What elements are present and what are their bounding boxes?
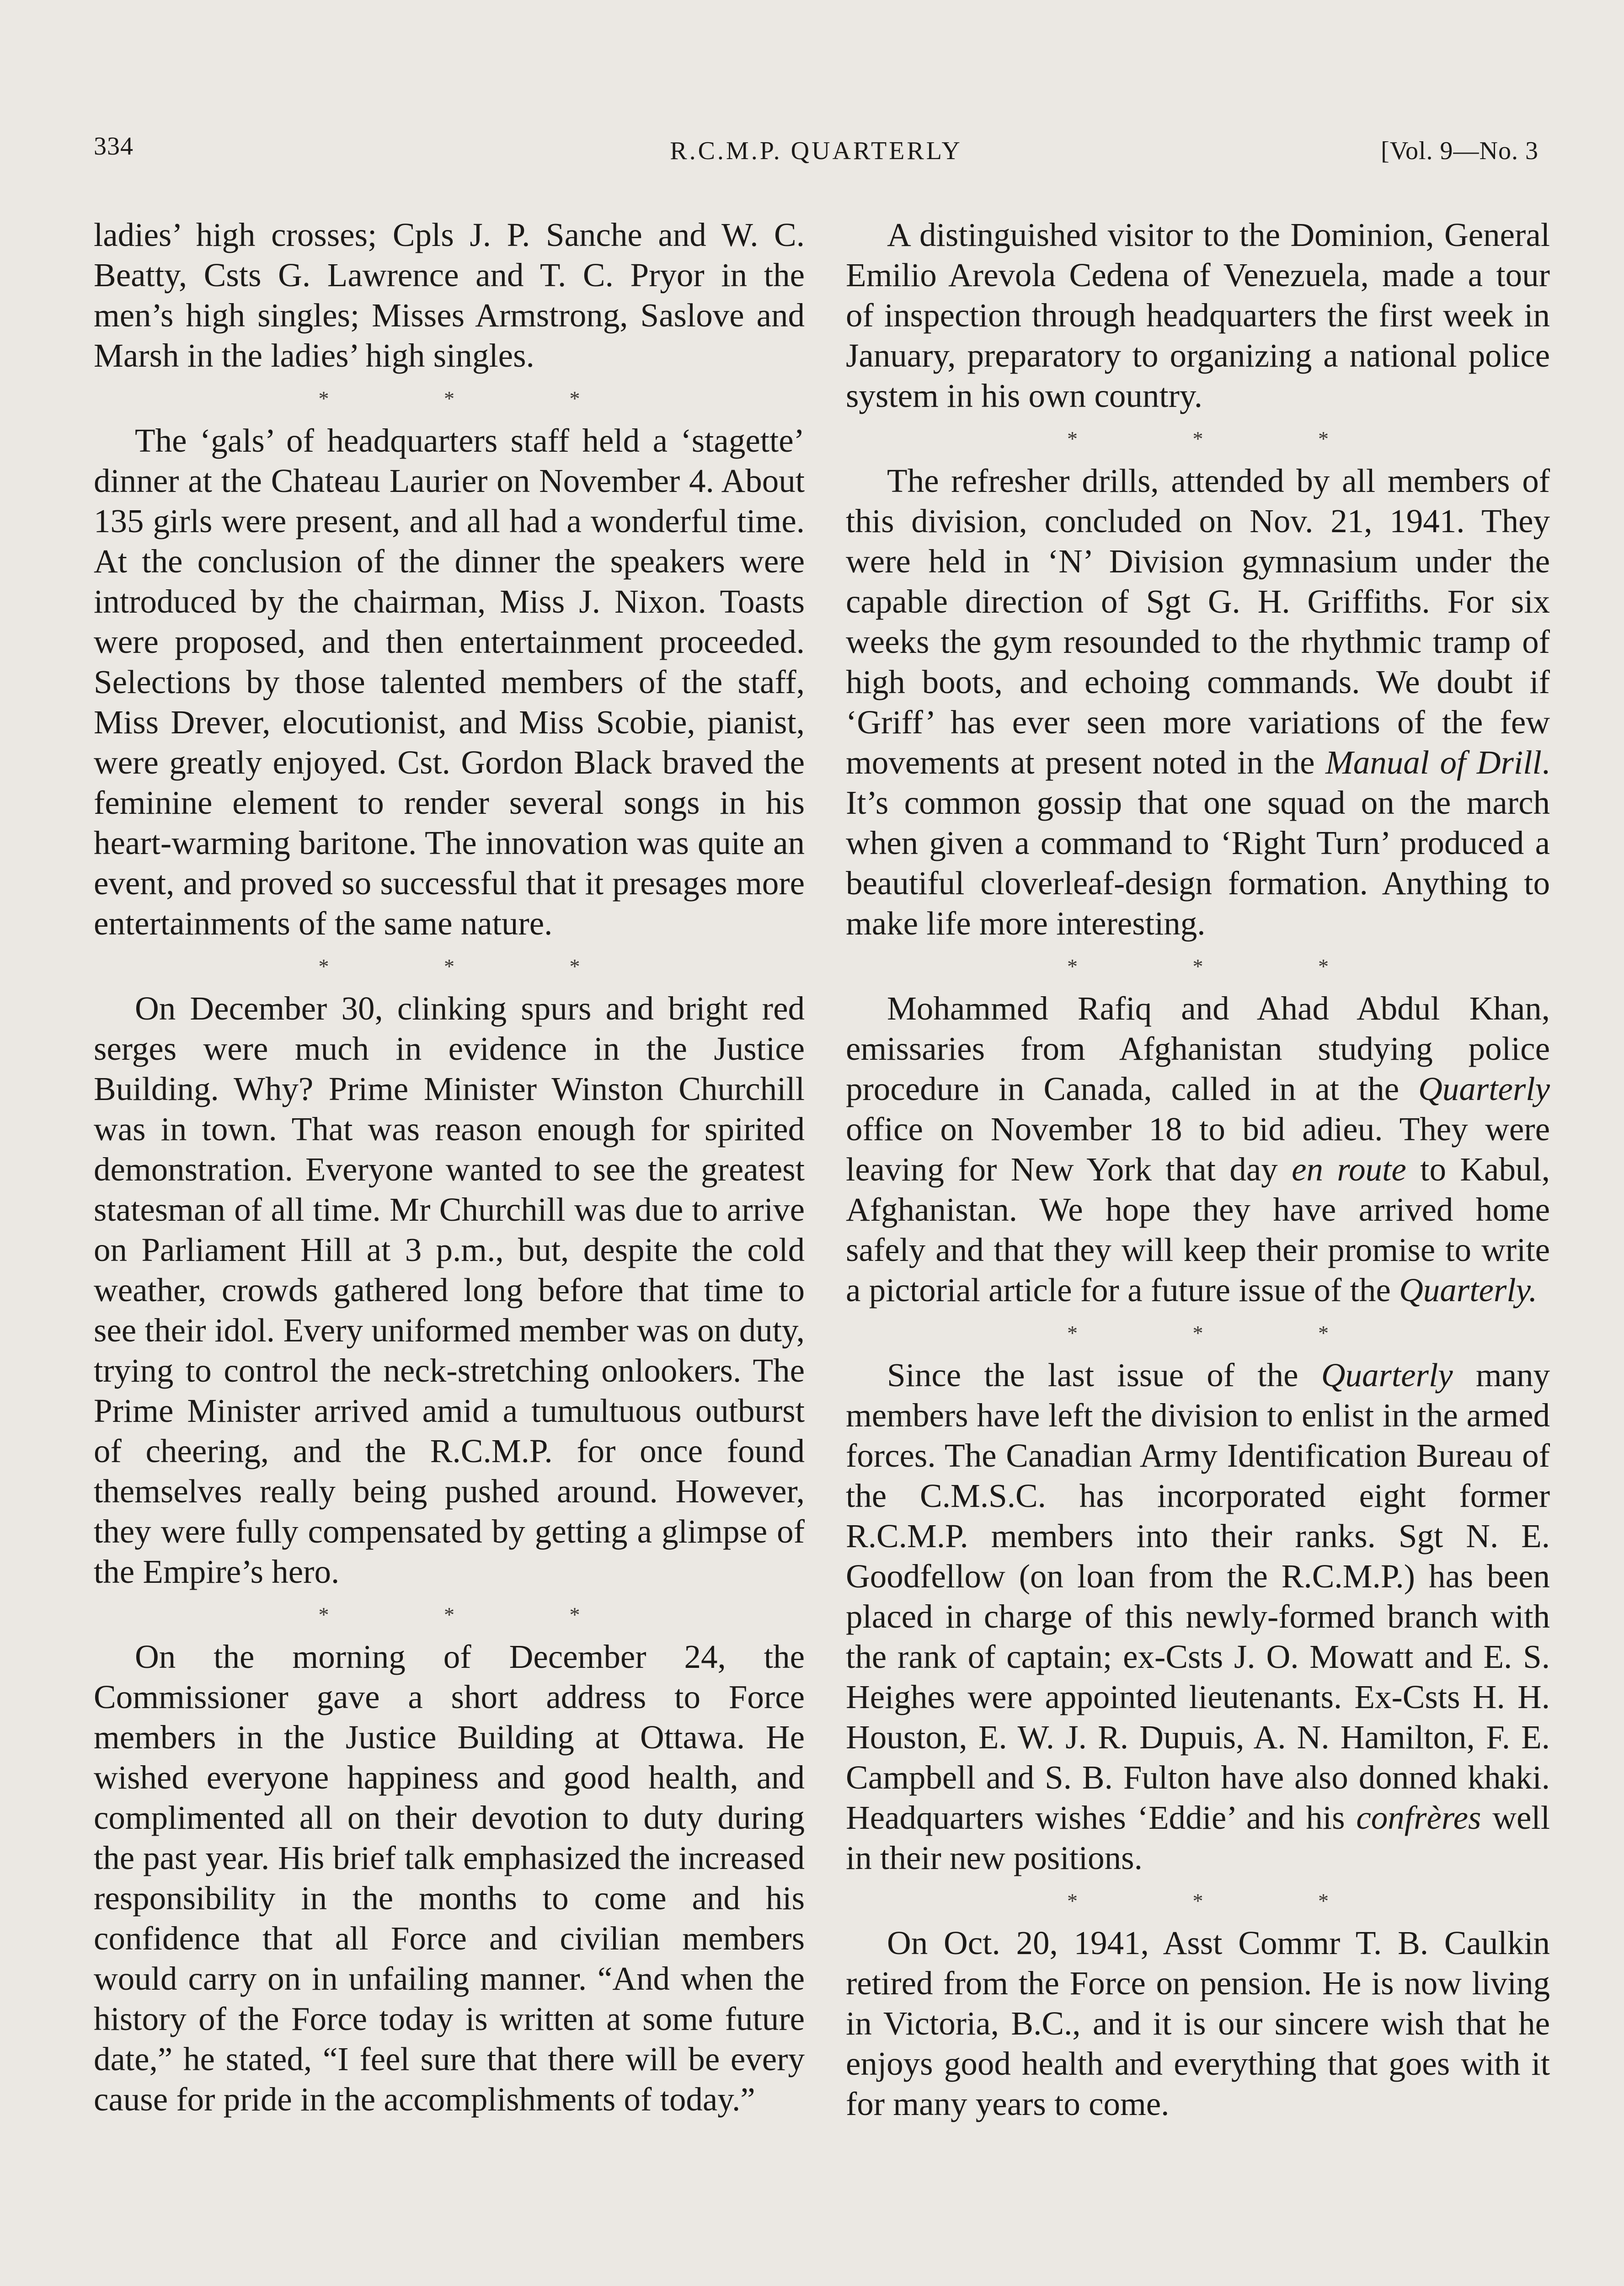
issue-label: [Vol. 9—No. 3 — [1381, 137, 1539, 165]
text-run: many members have left the division to enlist in the armed forces. The Canadian Army Identification Bureau of the C.M.S.C. has incorporated eight former R.C.M.P. members into their ranks. Sgt N. E. Goodfellow (on loan from the R.C.M.P.) has been placed in charge of this newly-formed branch with the rank of captain; ex-Csts J. O. Mowatt and E. S. Heighes were appointed lieutenants. Ex-Csts H. H. Houston, E. W. J. R. Dupuis, A. N. Hamilton, F. E. Campbell and S. B. Fulton have also donned khaki. Headquarters wishes ‘Eddie’ and his — [846, 1357, 1550, 1836]
text-run: Mohammed Rafiq and Ahad Abdul Khan, emissaries from Afghanistan studying police procedure in Canada, called in at the — [846, 990, 1550, 1107]
text-run: Since the last issue of the — [887, 1357, 1321, 1394]
paragraph-enlistments — [846, 1355, 1550, 1878]
title-quarterly: Quarterly — [1418, 1070, 1550, 1107]
title-quarterly: Quarterly — [1321, 1357, 1453, 1394]
text-run: to Kabul, Afghanistan. We hope they have arrived home safely and that they will keep their promise to write a pictorial article for a future issue of the — [846, 1151, 1550, 1309]
paragraph-bowling-results: ladies’ high crosses; Cpls J. P. Sanche and W. C. Beatty, Csts G. Lawrence and T. C. Pryor in the men’s high singles; Misses Armstrong, Saslove and Marsh in the ladies’ high singles. — [94, 216, 805, 374]
paragraph-afghan-emissaries — [846, 988, 1550, 1310]
title-quarterly: Quarterly. — [1399, 1271, 1538, 1309]
left-column — [94, 215, 805, 2120]
word-confreres: confrères — [1356, 1799, 1481, 1836]
section-separator: * * * — [318, 387, 580, 410]
paragraph-caulkin-retirement: On Oct. 20, 1941, Asst Commr T. B. Caulkin retired from the Force on pension. He is now living in Victoria, B.C., and it is our sincere wish that he enjoys good health and everything that goes with it for many years to come. — [846, 1924, 1550, 2122]
text-run: The refresher drills, attended by all members of this division, concluded on Nov. 21, 1941. They were held in ‘N’ Division gymnasium under the capable direction of Sgt G. H. Griffiths. For six weeks the gym resounded to the rhythmic tramp of high boots, and echoing commands. We doubt if ‘Griff’ has ever seen more variations of the few movements at present noted in the — [846, 462, 1550, 781]
phrase-en-route: en route — [1292, 1151, 1406, 1188]
text-run: office on November 18 to bid adieu. They were leaving for New York that day — [846, 1111, 1550, 1188]
page-number: 334 — [94, 132, 134, 160]
paragraph-churchill-visit: On December 30, clinking spurs and bright red serges were much in evidence in the Justice Building. Why? Prime Minister Winston Churchill was in town. That was reason enough for spirited demonstration. Everyone wanted to see the greatest statesman of all time. Mr Churchill was due to arrive on Parliament Hill at 3 p.m., but, despite the cold weather, crowds gathered long before that time to see their idol. Every uniformed member was on duty, trying to control the neck-stretching onlookers. The Prime Minister arrived amid a tumultuous outburst of cheering, and the R.C.M.P. for once found themselves really being pushed around. However, they were fully compensated by getting a glimpse of the Empire’s hero. — [94, 990, 805, 1590]
section-separator: * * * — [318, 1603, 580, 1626]
paragraph-stagette-dinner: The ‘gals’ of headquarters staff held a ‘stagette’ dinner at the Chateau Laurier on November 4. About 135 girls were present, and all had a wonderful time. At the conclusion of the dinner the speakers were introduced by the chairman, Miss J. Nixon. Toasts were proposed, and then entertainment proceeded. Selections by those talented members of the staff, Miss Drever, elocutionist, and Miss Scobie, pianist, were greatly enjoyed. Cst. Gordon Black braved the feminine element to render several songs in his heart-warming baritone. The innovation was quite an event, and proved so successful that it presages more entertainments of the same nature. — [94, 422, 805, 942]
paragraph-commissioner-address: On the morning of December 24, the Commissioner gave a short address to Force members in the Justice Building at Ottawa. He wished everyone happiness and good health, and complimented all on their devotion to duty during the past year. His brief talk emphasized the increased responsibility in the months to come and his confidence that all Force and civilian members would carry on in unfailing manner. “And when the history of the Force today is written at some future date,” he stated, “I feel sure that there will be every cause for pride in the accomplishments of today.” — [94, 1638, 805, 2118]
section-separator: * * * — [1067, 1889, 1329, 1912]
paragraph-venezuela-visitor: A distinguished visitor to the Dominion, General Emilio Arevola Cedena of Venezuela, made a tour of inspection through headquarters the first week in January, preparatory to organizing a national police system in his own country. — [846, 216, 1550, 414]
paragraph-refresher-drills — [846, 461, 1550, 944]
running-title: R.C.M.P. QUARTERLY — [670, 137, 962, 165]
text-run: . It’s common gossip that one squad on the march when given a command to ‘Right Turn’ produced a beautiful cloverleaf-design formation. Anything to make life more interesting. — [846, 744, 1550, 942]
text-run: well in their new positions. — [846, 1799, 1550, 1876]
section-separator: * * * — [1067, 427, 1329, 450]
title-manual-of-drill: Manual of Drill — [1325, 744, 1542, 781]
section-separator: * * * — [318, 955, 580, 978]
page-header — [94, 132, 1539, 173]
section-separator: * * * — [1067, 1321, 1329, 1345]
section-separator: * * * — [1067, 955, 1329, 978]
right-column — [846, 215, 1550, 2124]
